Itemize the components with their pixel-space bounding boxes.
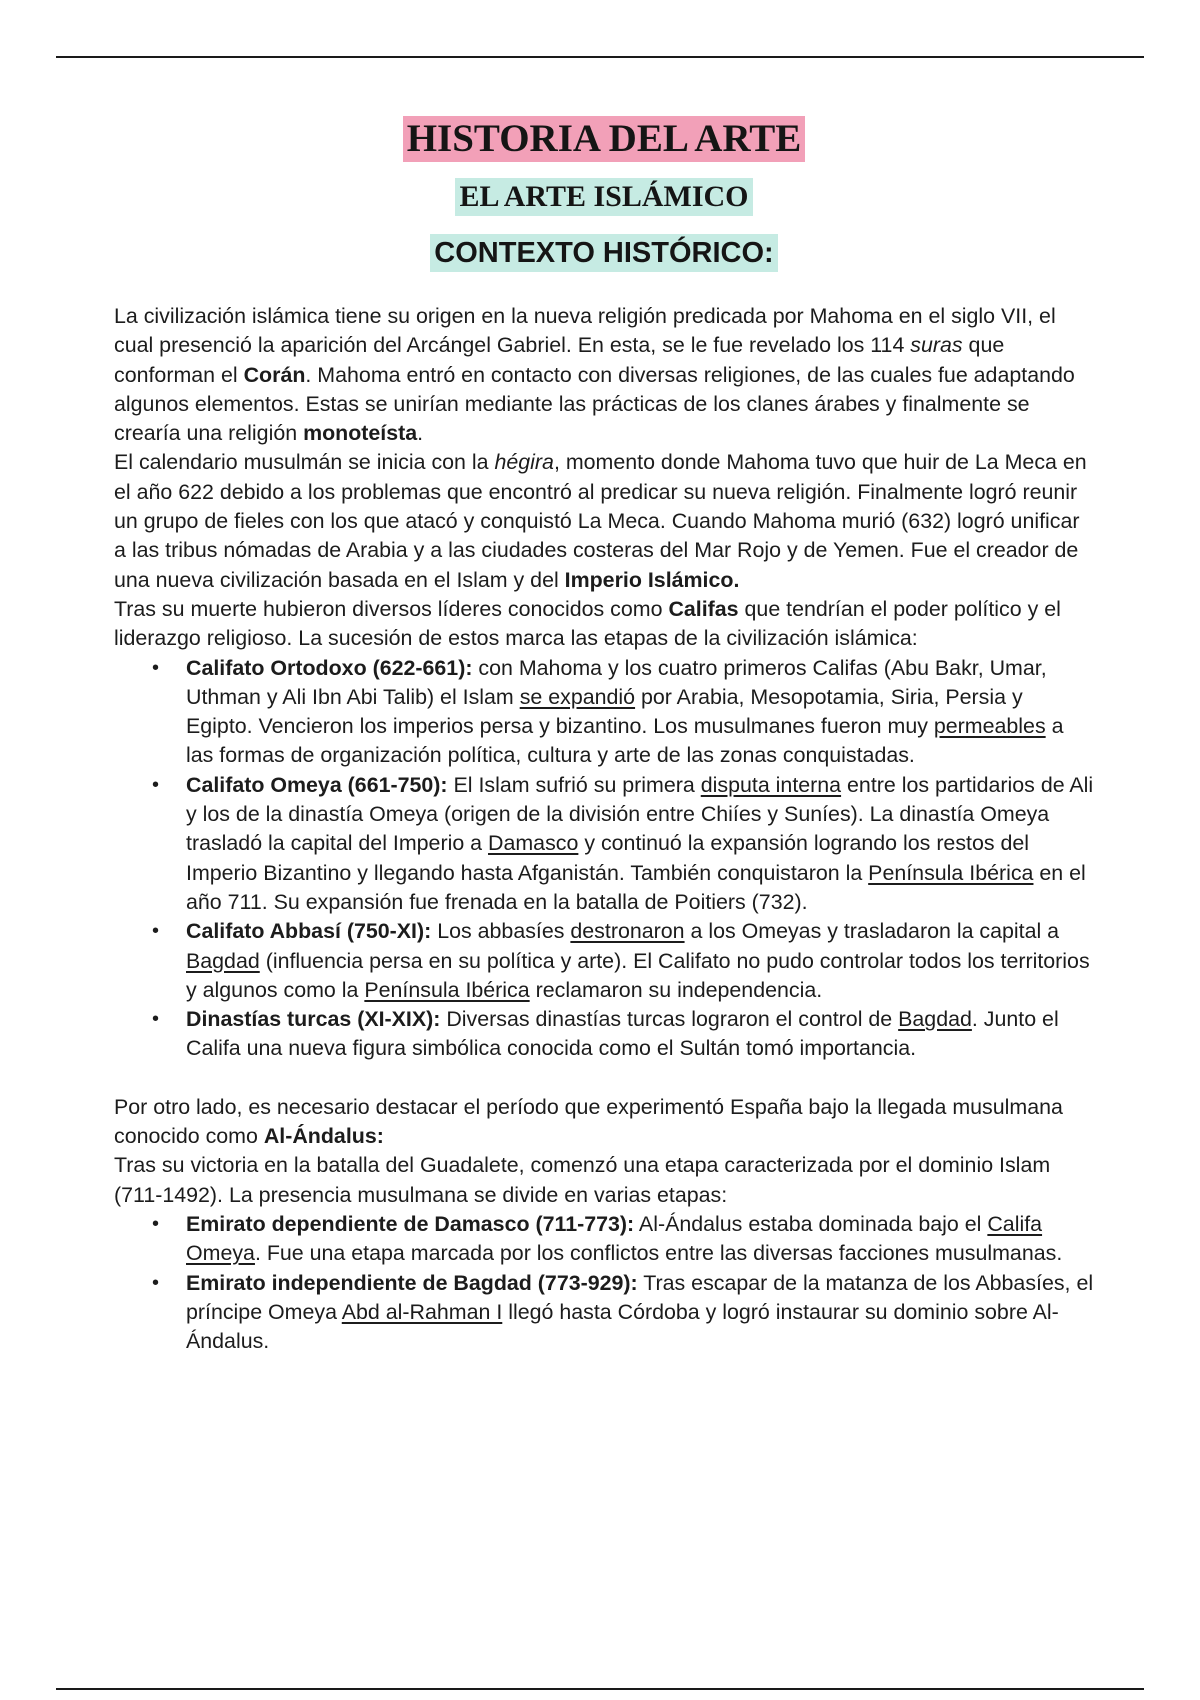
term-imperio-islamico: Imperio Islámico. xyxy=(564,567,740,592)
document-body xyxy=(114,110,1094,1356)
term-coran: Corán xyxy=(243,362,306,387)
paragraph-guadalete: Tras su victoria en la batalla del Guadalete, comenzó una etapa caracterizada por el dominio Islam (711-1492). La presencia musulmana se divide en varias etapas: xyxy=(114,1153,1051,1207)
body-text xyxy=(114,302,1094,1356)
list-item-emirato-independiente: • Emirato independiente de Bagdad (773-929): Tras escapar de la matanza de los Abbasíes, el príncipe Omeya Abd al-Rahman I llegó hasta Córdoba y logró instaurar su dominio sobre Al-Ándalus. xyxy=(186,1269,1094,1357)
paragraph-origin: La civilización islámica tiene su origen en la nueva religión predicada por Mahoma en el siglo VII, el cual presenció la aparición del Arcángel Gabriel. En esta, se le fue revelado los 114 suras que conforman el Corán. Mahoma entró en contacto con diversas religiones, de las cuales fue adaptando algunos elementos. Estas se unirían mediante las prácticas de los clanes árabes y finalmente se crearía una religión monoteísta. xyxy=(114,304,1075,446)
paragraph-gap xyxy=(114,1064,1094,1093)
paragraph-al-andalus: Por otro lado, es necesario destacar el período que experimentó España bajo la llegada musulmana conocido como Al-Ándalus: xyxy=(114,1094,1063,1149)
list-item-califato-abbasi: • Califato Abbasí (750-XI): Los abbasíes destronaron a los Omeyas y trasladaron la capital a Bagdad (influencia persa en su política y arte). El Califato no pudo controlar todos los territorios y algunos como la Península Ibérica reclamaron su independencia. xyxy=(186,917,1094,1005)
paragraph-calendar: El calendario musulmán se inicia con la hégira, momento donde Mahoma tuvo que huir de La Meca en el año 622 debido a los problemas que encontró al predicar su nueva religión. Finalmente logró reunir un grupo de fieles con los que atacó y conquistó La Meca. Cuando Mahoma murió (632) logró unificar a las tribus nómadas de Arabia y a las ciudades costeras del Mar Rojo y de Yemen. Fue el creador de una nueva civilización basada en el Islam y del Imperio Islámico. xyxy=(114,450,1087,592)
emiratos-list xyxy=(114,1210,1094,1356)
term-califas: Califas xyxy=(668,596,739,621)
bottom-rule xyxy=(56,1688,1144,1690)
term-monoteista: monoteísta xyxy=(303,421,418,446)
list-item-emirato-dependiente: • Emirato dependiente de Damasco (711-773): Al-Ándalus estaba dominada bajo el Califa Omeya. Fue una etapa marcada por los conflictos entre las diversas facciones musulmanas. xyxy=(186,1210,1094,1269)
list-item-califato-omeya: • Califato Omeya (661-750): El Islam sufrió su primera disputa interna entre los partidarios de Ali y los de la dinastía Omeya (origen de la división entre Chiíes y Suníes). La dinastía Omeya trasladó la capital del Imperio a Damasco y continuó la expansión logrando los restos del Imperio Bizantino y llegando hasta Afganistán. También conquistaron la Península Ibérica en el año 711. Su expansión fue frenada en la batalla de Poitiers (732). xyxy=(186,771,1094,917)
term-suras: suras xyxy=(910,333,963,358)
list-item-dinastias-turcas: • Dinastías turcas (XI-XIX): Diversas dinastías turcas lograron el control de Bagdad. Junto el Califa una nueva figura simbólica conocida como el Sultán tomó importancia. xyxy=(186,1005,1094,1064)
main-title: HISTORIA DEL ARTE xyxy=(403,116,806,162)
califatos-list xyxy=(114,654,1094,1064)
top-rule xyxy=(56,56,1144,58)
section-heading: CONTEXTO HISTÓRICO: xyxy=(430,234,777,272)
paragraph-califas: Tras su muerte hubieron diversos líderes conocidos como Califas que tendrían el poder político y el liderazgo religioso. La sucesión de estos marca las etapas de la civilización islámica: xyxy=(114,596,1061,651)
list-item-califato-ortodoxo: • Califato Ortodoxo (622-661): con Mahoma y los cuatro primeros Califas (Abu Bakr, Umar, Uthman y Ali Ibn Abi Talib) el Islam se expandió por Arabia, Mesopotamia, Siria, Persia y Egipto. Vencieron los imperios persa y bizantino. Los musulmanes fueron muy permeables a las formas de organización política, cultura y arte de las zonas conquistadas. xyxy=(186,654,1094,771)
subtitle: EL ARTE ISLÁMICO xyxy=(455,178,752,216)
term-hegira: hégira xyxy=(494,450,554,475)
title-block xyxy=(114,110,1094,272)
term-al-andalus: Al-Ándalus: xyxy=(263,1124,384,1149)
